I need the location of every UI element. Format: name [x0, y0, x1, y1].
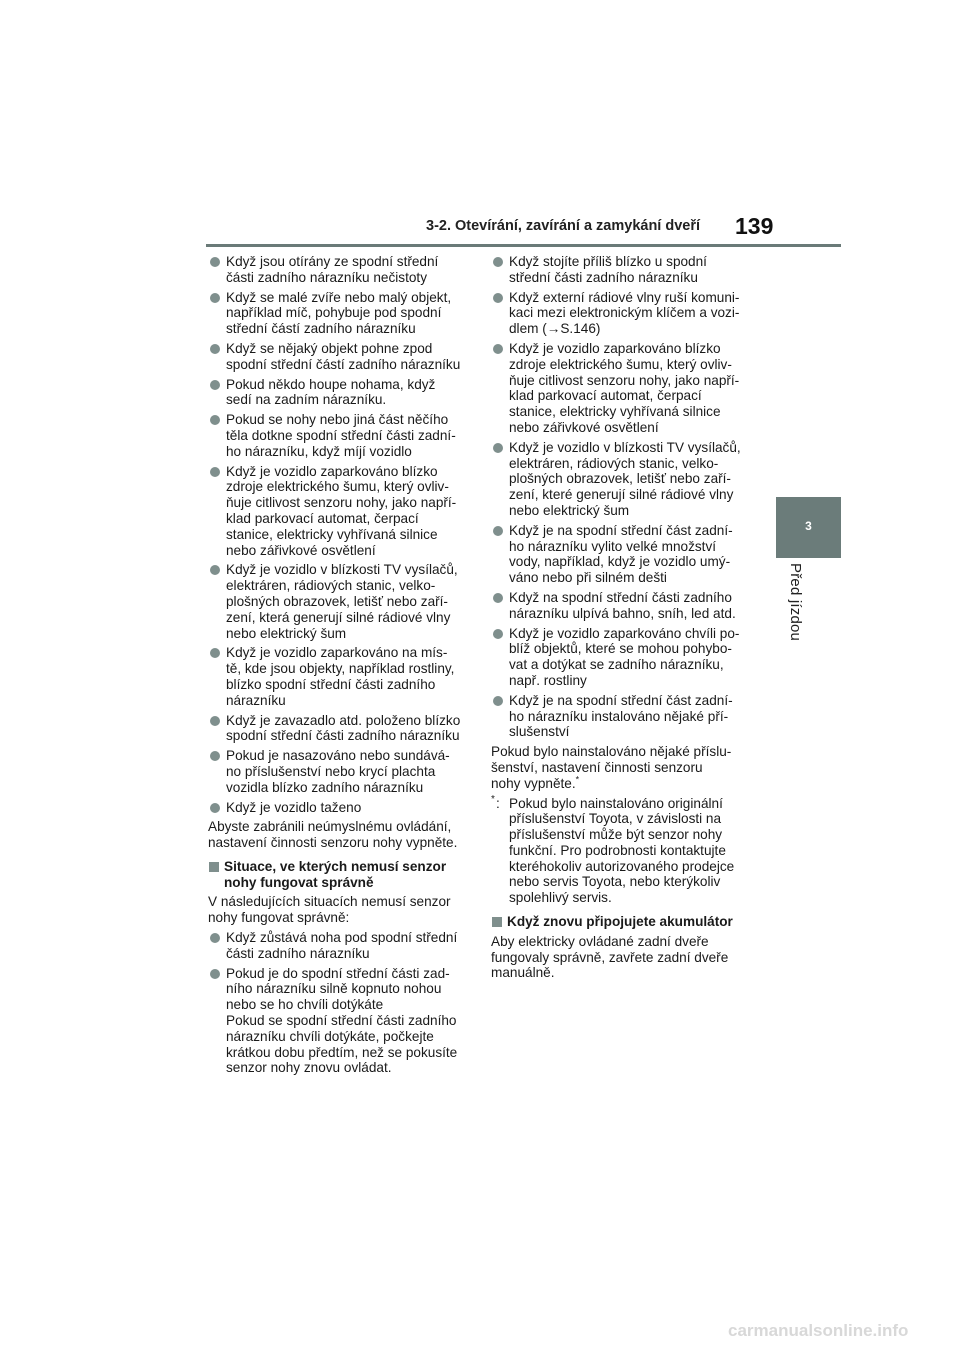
text-line: klad parkovací automat, čerpací — [509, 388, 702, 404]
text-line: kaci mezi elektronickým klíčem a vozi- — [509, 305, 740, 321]
bullet-item — [491, 290, 761, 337]
bullet-dot-icon — [210, 293, 220, 303]
bullet-dot-icon — [493, 629, 503, 639]
text-line: Pokud je nasazováno nebo sundává- — [226, 748, 450, 764]
bullet-item — [491, 590, 761, 622]
bullet-item — [491, 254, 761, 286]
bullet-item — [208, 562, 473, 641]
text-line: no příslušenství nebo krycí plachta — [226, 763, 436, 779]
bullet-item — [208, 930, 473, 962]
text-line: spodní střední části zadního nárazníku — [226, 728, 460, 744]
text-line: blízko spodní střední části zadního — [226, 676, 436, 692]
text-line: stanice, elektricky vyhřívaná silnice — [509, 404, 721, 420]
text-line: Když je vozidlo zaparkováno blízko — [509, 340, 721, 356]
text-line: Když je vozidlo zaparkováno chvíli po- — [509, 625, 740, 641]
text-line: Když jsou otírány ze spodní střední — [226, 254, 439, 269]
text-line: Když je vozidlo taženo — [226, 799, 362, 815]
right-subheading — [491, 914, 761, 930]
bullet-dot-icon — [210, 467, 220, 477]
bullet-dot-icon — [210, 803, 220, 813]
page-number: 139 — [735, 213, 774, 239]
text-line: Pokud bylo nainstalováno nějaké příslu- — [491, 744, 732, 760]
text-line: váno nebo při silném dešti — [509, 570, 667, 586]
bullet-dot-icon — [210, 648, 220, 658]
text-line: vat a dotýkat se zadního nárazníku, — [509, 657, 724, 673]
text-line: nárazníku chvíli dotýkáte, počkejte — [226, 1028, 434, 1044]
right-paragraph-1 — [491, 744, 761, 791]
text-line: stanice, elektricky vyhřívaná silnice — [226, 526, 438, 542]
text-line: tě, kde jsou objekty, například rostliny, — [226, 661, 455, 677]
bullet-item — [491, 440, 761, 519]
text-line: zdroje elektrického šumu, který ovliv- — [226, 479, 449, 495]
right-paragraph-2 — [491, 934, 761, 981]
text-line: Když je vozidlo zaparkováno blízko — [226, 463, 438, 479]
bullet-dot-icon — [493, 593, 503, 603]
bullet-dot-icon — [210, 969, 220, 979]
text-line: krátkou dobu předtím, než se pokusíte — [226, 1044, 458, 1060]
text-line: manuálně. — [491, 965, 555, 981]
text-line: dlem (→S.146) — [509, 321, 601, 337]
footnote-colon: : — [496, 795, 500, 811]
text-line: Když je na spodní střední část zadní- — [509, 522, 733, 538]
text-line: šenství, nastavení činnosti senzoru — [491, 759, 703, 775]
text-line: vody, například, když je vozidlo umý- — [509, 554, 731, 570]
right-bullets-1 — [491, 254, 761, 740]
bullet-dot-icon — [493, 526, 503, 536]
text-line: nastavení činnosti senzoru nohy vypněte. — [208, 835, 458, 851]
text-line: blíž objektů, které se mohou pohybo- — [509, 641, 732, 657]
text-line: zení, která generují silné rádiové vlny — [226, 609, 451, 625]
text-line: ho nárazníku instalováno nějaké pří- — [509, 708, 729, 724]
text-line: ho nárazníku vylito velké množství — [509, 538, 717, 554]
left-bullets-2 — [208, 930, 473, 1076]
text-line: například míč, pohybuje pod spodní — [226, 305, 442, 321]
bullet-dot-icon — [210, 565, 220, 575]
square-bullet-icon — [209, 862, 219, 872]
text-line: příslušenství může být senzor nohy — [509, 827, 723, 843]
text-line: Když je vozidlo zaparkováno na mís- — [226, 645, 448, 661]
text-line: Abyste zabránili neúmyslnému ovládání, — [208, 819, 452, 835]
bullet-item — [208, 412, 473, 459]
text-line: senzor nohy znovu ovládat. — [226, 1060, 392, 1076]
text-line: Když se nějaký objekt pohne zpod — [226, 340, 433, 356]
text-line: sedí na zadním nárazníku. — [226, 392, 387, 408]
text-line: V následujících situacích nemusí senzor — [208, 894, 451, 910]
bullet-item — [491, 693, 761, 740]
text-line: ňuje citlivost senzoru nohy, jako napří- — [226, 495, 457, 511]
text-line: Když je zavazadlo atd. položeno blízko — [226, 712, 461, 728]
bullet-dot-icon — [493, 696, 503, 706]
text-line: nebo zářivkové osvětlení — [509, 419, 659, 435]
text-line: plošných obrazovek, letišť nebo zaří- — [226, 593, 448, 609]
text-line: Pokud se nohy nebo jiná část něčího — [226, 412, 449, 428]
chapter-label: Před jízdou — [787, 563, 804, 642]
left-paragraph-1 — [208, 819, 473, 851]
text-line: Když znovu připojujete akumulátor — [507, 914, 733, 930]
header-rule — [206, 244, 841, 247]
text-line: Když je na spodní střední část zadní- — [509, 692, 733, 708]
left-paragraph-2 — [208, 894, 473, 926]
text-line: zdroje elektrického šumu, který ovliv- — [509, 356, 732, 372]
text-line: nebo servis Toyota, nebo kterýkoliv — [509, 874, 721, 890]
text-line: Pokud se spodní střední části zadního — [226, 1013, 457, 1029]
text-line: spolehlivý servis. — [509, 890, 612, 906]
text-line: těla dotkne spodní střední části zadní- — [226, 427, 456, 443]
bullet-item — [491, 341, 761, 436]
text-line: ňuje citlivost senzoru nohy, jako napří- — [509, 372, 740, 388]
section-title: 3-2. Otevírání, zavírání a zamykání dveří — [426, 218, 701, 234]
text-line: Když se malé zvíře nebo malý objekt, — [226, 289, 452, 305]
chapter-tab — [776, 497, 841, 558]
text-line: Pokud bylo nainstalováno originální — [509, 795, 723, 811]
right-column — [491, 254, 761, 985]
text-line: Aby elektricky ovládané zadní dveře — [491, 933, 709, 949]
text-line: spodní střední částí zadního nárazníku — [226, 356, 461, 372]
bullet-dot-icon — [210, 257, 220, 267]
text-line: střední částí zadního nárazníku — [226, 321, 416, 337]
bullet-item — [208, 713, 473, 745]
text-line: elektráren, rádiových stanic, velko- — [226, 578, 436, 594]
left-subheading — [208, 859, 473, 891]
bullet-item — [208, 254, 473, 286]
text-line: funkční. Pro podrobnosti kontaktujte — [509, 842, 726, 858]
left-bullets-1 — [208, 254, 473, 815]
text-line: střední části zadního nárazníku — [509, 269, 698, 285]
text-line: části zadního nárazníku nečistoty — [226, 269, 427, 285]
text-line: fungovaly správně, zavřete zadní dveře — [491, 949, 729, 965]
text-line: nohy fungovat správně: — [208, 910, 350, 926]
footnote-reference: * — [575, 774, 580, 785]
text-line: kteréhokoliv autorizovaného prodejce — [509, 858, 735, 874]
text-line: vozidla blízko zadního nárazníku — [226, 779, 424, 795]
bullet-item — [208, 645, 473, 708]
bullet-item — [491, 523, 761, 586]
text-line: nebo elektrický šum — [509, 502, 630, 518]
text-line: Když externí rádiové vlny ruší komuni- — [509, 289, 740, 305]
text-line: části zadního nárazníku — [226, 945, 370, 961]
text-line: nohy fungovat správně — [224, 874, 374, 890]
square-bullet-icon — [492, 917, 502, 927]
bullet-item — [208, 377, 473, 409]
text-line: ního nárazníku silně kopnuto nohou — [226, 981, 442, 997]
bullet-item — [208, 748, 473, 795]
bullet-dot-icon — [210, 344, 220, 354]
bullet-item — [208, 800, 473, 816]
text-line: Situace, ve kterých nemusí senzor — [224, 858, 447, 874]
text-line: slušenství — [509, 724, 570, 740]
text-line: klad parkovací automat, čerpací — [226, 510, 419, 526]
bullet-item — [491, 626, 761, 689]
chapter-number: 3 — [805, 519, 812, 533]
text-line: nárazníku — [226, 692, 286, 708]
bullet-dot-icon — [210, 380, 220, 390]
bullet-dot-icon — [493, 293, 503, 303]
text-line: ho nárazníku, když míjí vozidlo — [226, 443, 412, 459]
text-line: nebo elektrický šum — [226, 625, 347, 641]
bullet-item — [208, 966, 473, 1077]
left-column — [208, 254, 473, 1080]
text-line: plošných obrazovek, letišť nebo zaří- — [509, 471, 731, 487]
bullet-item — [208, 464, 473, 559]
bullet-dot-icon — [493, 257, 503, 267]
bullet-dot-icon — [493, 344, 503, 354]
text-line: Když je vozidlo v blízkosti TV vysílačů, — [509, 439, 741, 455]
text-line: příslušenství Toyota, v závislosti na — [509, 811, 722, 827]
bullet-item — [208, 341, 473, 373]
text-line: Když je vozidlo v blízkosti TV vysílačů, — [226, 562, 458, 578]
text-line: nohy vypněte.* — [491, 774, 580, 791]
text-line: nárazníku ulpívá bahno, sníh, led atd. — [509, 605, 736, 621]
footnote-marker: * — [491, 793, 495, 805]
bullet-dot-icon — [493, 443, 503, 453]
text-line: zení, které generují silné rádiové vlny — [509, 487, 734, 503]
bullet-dot-icon — [210, 751, 220, 761]
text-line: nebo zářivkové osvětlení — [226, 542, 376, 558]
text-line: nebo se ho chvíli dotýkáte — [226, 997, 384, 1013]
text-line: Když na spodní střední části zadního — [509, 589, 732, 605]
bullet-dot-icon — [210, 933, 220, 943]
text-line: elektráren, rádiových stanic, velko- — [509, 455, 719, 471]
text-line: Když stojíte příliš blízko u spodní — [509, 254, 707, 269]
text-line: Pokud je do spodní střední části zad- — [226, 965, 450, 981]
watermark-url: carmanualsonline.info — [728, 1321, 909, 1340]
text-line: Pokud někdo houpe nohama, když — [226, 376, 436, 392]
bullet-dot-icon — [210, 415, 220, 425]
text-line: např. rostliny — [509, 672, 587, 688]
bullet-item — [208, 290, 473, 337]
text-line: Když zůstává noha pod spodní střední — [226, 930, 458, 946]
footnote — [491, 793, 761, 907]
bullet-dot-icon — [210, 716, 220, 726]
